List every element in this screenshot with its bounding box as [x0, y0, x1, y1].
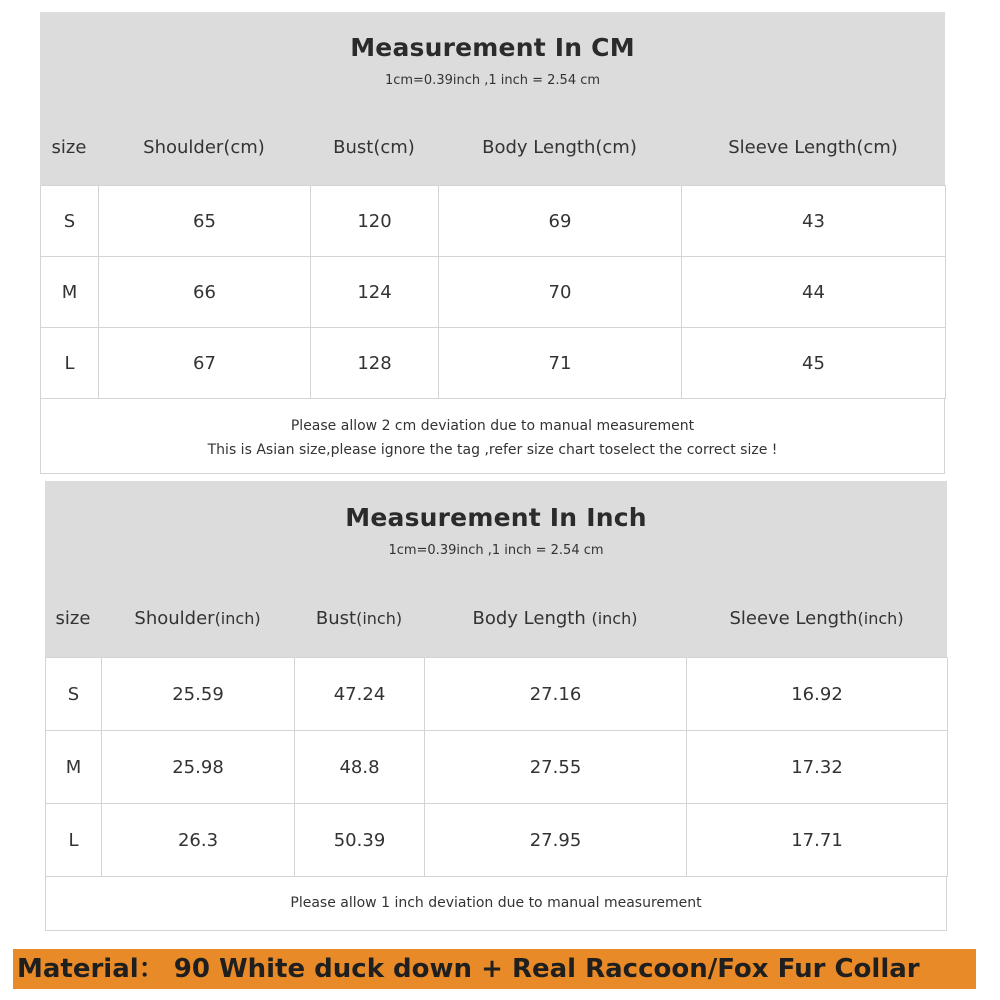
table-row	[41, 328, 946, 399]
cm-table-header	[40, 12, 945, 185]
inch-header-bust-label: Bust	[315, 608, 357, 629]
cm-cell-body-length: 71	[439, 328, 682, 399]
inch-cell-bust: 50.39	[295, 804, 425, 877]
inch-deviation-note	[45, 876, 947, 931]
cm-cell-shoulder: 66	[99, 257, 311, 328]
inch-header-sleeve-length-unit: (inch)	[857, 609, 904, 628]
cm-header-sleeve-length: Sleeve Length(cm)	[728, 137, 898, 158]
inch-header-shoulder-unit: (inch)	[214, 609, 261, 628]
inch-cell-body-length: 27.95	[425, 804, 687, 877]
inch-table-conversion-note: 1cm=0.39inch ,1 inch = 2.54 cm	[388, 543, 604, 558]
cm-deviation-line: Please allow 2 cm deviation due to manual measurement	[290, 418, 695, 434]
table-row	[41, 186, 946, 257]
material-text: Material： 90 White duck down + Real Raccoon/Fox Fur Collar	[17, 954, 920, 984]
inch-header-bust	[294, 608, 424, 629]
cm-cell-bust: 124	[311, 257, 439, 328]
inch-cell-size: M	[46, 731, 102, 804]
inch-cell-bust: 47.24	[295, 658, 425, 731]
inch-header-shoulder-label: Shoulder	[134, 608, 215, 629]
table-row	[41, 257, 946, 328]
cm-header-size: size	[51, 137, 87, 158]
cm-header-shoulder: Shoulder(cm)	[143, 137, 265, 158]
cm-cell-body-length: 69	[439, 186, 682, 257]
inch-table-title: Measurement In Inch	[345, 503, 647, 532]
inch-header-size	[45, 608, 101, 629]
inch-table-body	[45, 657, 948, 877]
cm-cell-sleeve-length: 44	[682, 257, 946, 328]
cm-cell-body-length: 70	[439, 257, 682, 328]
cm-header-bust: Bust(cm)	[333, 137, 415, 158]
cm-cell-size: M	[41, 257, 99, 328]
inch-header-body-length-unit: (inch)	[591, 609, 638, 628]
inch-header-sleeve-length	[686, 608, 947, 629]
inch-header-bust-unit: (inch)	[356, 609, 403, 628]
cm-cell-shoulder: 67	[99, 328, 311, 399]
inch-cell-shoulder: 25.59	[102, 658, 295, 731]
cm-cell-size: S	[41, 186, 99, 257]
inch-header-shoulder	[101, 608, 294, 629]
cm-header-body-length: Body Length(cm)	[482, 137, 637, 158]
table-row	[46, 658, 948, 731]
inch-cell-body-length: 27.16	[425, 658, 687, 731]
table-row	[46, 731, 948, 804]
inch-size-chart	[45, 481, 947, 931]
inch-cell-sleeve-length: 17.32	[687, 731, 948, 804]
inch-cell-sleeve-length: 16.92	[687, 658, 948, 731]
material-banner	[13, 949, 976, 989]
inch-cell-bust: 48.8	[295, 731, 425, 804]
inch-cell-shoulder: 26.3	[102, 804, 295, 877]
inch-cell-sleeve-length: 17.71	[687, 804, 948, 877]
inch-table-header	[45, 481, 947, 657]
inch-deviation-line: Please allow 1 inch deviation due to manual measurement	[290, 895, 702, 911]
inch-cell-shoulder: 25.98	[102, 731, 295, 804]
inch-cell-size: L	[46, 804, 102, 877]
inch-header-size-label: size	[55, 608, 91, 629]
cm-table-body	[40, 185, 946, 399]
cm-deviation-note	[40, 398, 945, 474]
cm-cell-size: L	[41, 328, 99, 399]
cm-cell-bust: 128	[311, 328, 439, 399]
cm-size-chart	[40, 12, 945, 474]
cm-cell-bust: 120	[311, 186, 439, 257]
cm-cell-sleeve-length: 43	[682, 186, 946, 257]
cm-table-title: Measurement In CM	[350, 33, 635, 62]
inch-header-body-length	[424, 608, 686, 629]
inch-header-body-length-label: Body Length	[472, 608, 592, 629]
cm-cell-sleeve-length: 45	[682, 328, 946, 399]
inch-header-sleeve-length-label: Sleeve Length	[729, 608, 858, 629]
inch-cell-body-length: 27.55	[425, 731, 687, 804]
cm-table-conversion-note: 1cm=0.39inch ,1 inch = 2.54 cm	[384, 73, 601, 88]
cm-cell-shoulder: 65	[99, 186, 311, 257]
inch-cell-size: S	[46, 658, 102, 731]
table-row	[46, 804, 948, 877]
asian-size-warning: This is Asian size,please ignore the tag ,refer size chart toselect the correct size !	[207, 442, 778, 458]
